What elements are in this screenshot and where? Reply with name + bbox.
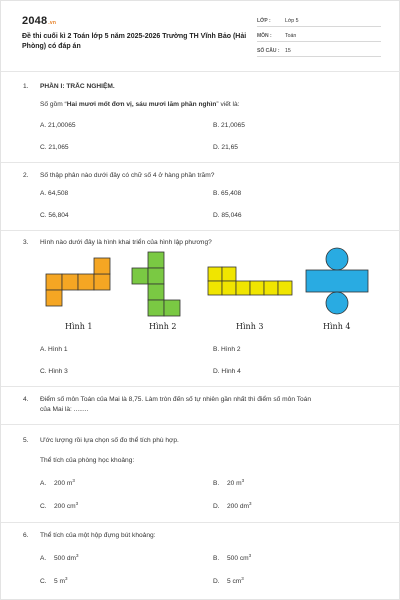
option-c[interactable]: C. 21,065 bbox=[40, 144, 69, 151]
info-key: MÔN : bbox=[257, 33, 272, 39]
option-d[interactable]: D. 5 $cm^3$ bbox=[213, 576, 244, 585]
option-b[interactable]: B. Hình 2 bbox=[213, 346, 241, 353]
option-a[interactable]: A. 200 $m^3$ bbox=[40, 478, 75, 487]
question-text-line-2: của Mai là: ........ bbox=[40, 406, 89, 413]
net-face bbox=[46, 274, 62, 290]
figure-label-2: Hình 2 bbox=[149, 322, 177, 331]
option-c[interactable]: C. Hình 3 bbox=[40, 368, 68, 375]
net-face bbox=[278, 281, 292, 295]
net-face bbox=[208, 267, 222, 281]
figure-label-3: Hình 3 bbox=[236, 322, 264, 331]
info-key: LỚP : bbox=[257, 18, 271, 24]
divider bbox=[1, 386, 400, 387]
net-face bbox=[132, 268, 148, 284]
divider bbox=[1, 162, 400, 163]
net-face bbox=[264, 281, 278, 295]
question-subtext: Thể tích của phòng học khoảng: bbox=[40, 457, 135, 464]
question-number: 4. bbox=[23, 396, 29, 403]
net-face bbox=[148, 284, 164, 300]
net-face bbox=[78, 274, 94, 290]
question-text: Ước lượng rồi lựa chọn số đo thể tích phù hợp. bbox=[40, 437, 179, 444]
question-text-line-1: Điểm số môn Toán của Mai là 8,75. Làm tròn đến số tự nhiên gần nhất thì điểm số môn Toán bbox=[40, 396, 312, 403]
divider bbox=[1, 230, 400, 231]
info-row-class bbox=[257, 15, 381, 27]
option-c[interactable]: C. 200 $cm^3$ bbox=[40, 501, 79, 510]
cylinder-base-top bbox=[326, 248, 348, 270]
net-face bbox=[148, 268, 164, 284]
question-number: 1. bbox=[23, 83, 29, 90]
cube-net-figure-1 bbox=[45, 257, 113, 307]
net-face bbox=[46, 290, 62, 306]
option-d[interactable]: D. 85,046 bbox=[213, 212, 242, 219]
cube-net-figure-3 bbox=[207, 266, 293, 298]
question-number: 6. bbox=[23, 532, 29, 539]
option-d[interactable]: D. 200 $dm^3$ bbox=[213, 501, 252, 510]
info-key: SỐ CÂU : bbox=[257, 48, 280, 54]
cube-net-figure-2 bbox=[131, 251, 195, 317]
section-heading: PHẦN I: TRẮC NGHIỆM. bbox=[40, 83, 115, 90]
question-text: Thể tích của một hộp đựng bút khoảng: bbox=[40, 532, 156, 539]
question-number: 2. bbox=[23, 172, 29, 179]
document-title: Đề thi cuối kì 2 Toán lớp 5 năm 2025-2026 Trường TH Vĩnh Bảo (Hải Phòng) có đáp án bbox=[22, 33, 247, 50]
option-d[interactable]: D. Hình 4 bbox=[213, 368, 241, 375]
cylinder-base-bottom bbox=[326, 292, 348, 314]
cylinder-net-figure-4 bbox=[305, 247, 369, 317]
info-value: 15 bbox=[285, 48, 291, 54]
net-face bbox=[222, 281, 236, 295]
net-face bbox=[164, 300, 180, 316]
info-row-count bbox=[257, 45, 381, 57]
option-a[interactable]: A. Hình 1 bbox=[40, 346, 68, 353]
option-c[interactable]: C. 5 $m^3$ bbox=[40, 576, 68, 585]
option-a[interactable]: A. 21,00065 bbox=[40, 122, 76, 129]
option-a[interactable]: A. 64,508 bbox=[40, 190, 69, 197]
net-face bbox=[250, 281, 264, 295]
info-value: Toán bbox=[285, 33, 297, 39]
divider bbox=[1, 71, 400, 72]
figure-label-1: Hình 1 bbox=[65, 322, 93, 331]
option-a[interactable]: A. 500 $dm^3$ bbox=[40, 553, 79, 562]
option-b[interactable]: B. 65,408 bbox=[213, 190, 242, 197]
option-b[interactable]: B. 20 $m^3$ bbox=[213, 478, 245, 487]
net-face bbox=[208, 281, 222, 295]
cylinder-side bbox=[306, 270, 368, 292]
net-face bbox=[94, 274, 110, 290]
question-number: 5. bbox=[23, 437, 29, 444]
net-face bbox=[94, 258, 110, 274]
net-face bbox=[62, 274, 78, 290]
question-number: 3. bbox=[23, 239, 29, 246]
option-c[interactable]: C. 56,804 bbox=[40, 212, 69, 219]
info-row-subject bbox=[257, 30, 381, 42]
option-d[interactable]: D. 21,65 bbox=[213, 144, 238, 151]
question-text: Số gồm “Hai mươi mốt đơn vị, sáu mươi lăm phần nghìn” viết là: bbox=[40, 101, 240, 108]
net-face bbox=[148, 252, 164, 268]
option-b[interactable]: B. 500 $cm^3$ bbox=[213, 553, 252, 562]
divider bbox=[1, 522, 400, 523]
info-value: Lớp 5 bbox=[285, 18, 299, 24]
net-face bbox=[148, 300, 164, 316]
question-text: Hình nào dưới đây là hình khai triển của hình lập phương? bbox=[40, 239, 212, 246]
question-text: Số thập phân nào dưới đây có chữ số 4 ở hàng phần trăm? bbox=[40, 172, 215, 179]
site-logo[interactable]: 2048.vn bbox=[22, 15, 57, 27]
net-face bbox=[222, 267, 236, 281]
divider bbox=[1, 424, 400, 425]
figure-label-4: Hình 4 bbox=[323, 322, 351, 331]
option-b[interactable]: B. 21,0065 bbox=[213, 122, 245, 129]
net-face bbox=[236, 281, 250, 295]
